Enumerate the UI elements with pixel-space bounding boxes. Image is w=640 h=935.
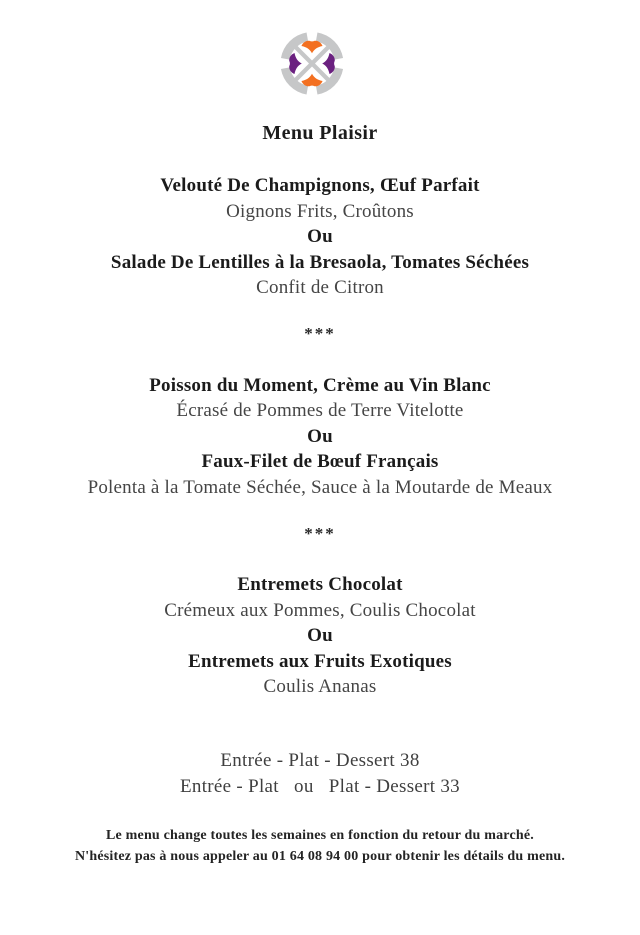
dish-description: Coulis Ananas [263,676,377,697]
logo-bird-left-icon [289,53,302,74]
logo-bird-top-icon [301,41,322,54]
course-separator: *** [304,524,336,543]
dish-name: Entremets aux Fruits Exotiques [188,650,452,672]
logo-bird-right-icon [322,53,335,74]
menu-page [0,30,640,935]
footer-market-note: Le menu change toutes les semaines en fonction du retour du marché. [106,827,534,843]
starter-course [0,173,640,301]
course-separator: *** [304,323,336,343]
logo-bird-bottom-icon [301,74,322,87]
dish-description: Confit de Citron [256,277,384,298]
dessert-course [0,572,640,700]
or-label: Ou [307,425,333,447]
dish-description: Oignons Frits, Croûtons [226,200,414,222]
dish-name: Faux-Filet de Bœuf Français [201,451,439,472]
menu-title: Menu Plaisir [262,122,378,144]
footer-note [0,825,640,867]
dish-name: Salade De Lentilles à la Bresaola, Tomates Séchées [110,251,530,273]
pricing-section [0,748,640,800]
or-label: Ou [307,625,333,646]
restaurant-logo-icon [279,30,345,97]
dish-name: Velouté De Champignons, Œuf Parfait [160,175,480,196]
main-course [0,373,640,501]
price-line-two-courses: Entrée - Plat ou Plat - Dessert 33 [180,775,460,797]
or-label: Ou [307,226,333,247]
footer-phone-note: N'hésitez pas à nous appeler au 01 64 08 94 00 pour obtenir les détails du menu. [74,848,566,864]
dish-description: Crémeux aux Pommes, Coulis Chocolat [164,599,476,621]
dish-name: Poisson du Moment, Crème au Vin Blanc [149,374,491,396]
dish-description: Polenta à la Tomate Séchée, Sauce à la Moutarde de Meaux [87,476,553,498]
dish-name: Entremets Chocolat [237,574,403,595]
price-line-full-menu: Entrée - Plat - Dessert 38 [220,749,420,771]
dish-description: Écrasé de Pommes de Terre Vitelotte [176,400,464,421]
